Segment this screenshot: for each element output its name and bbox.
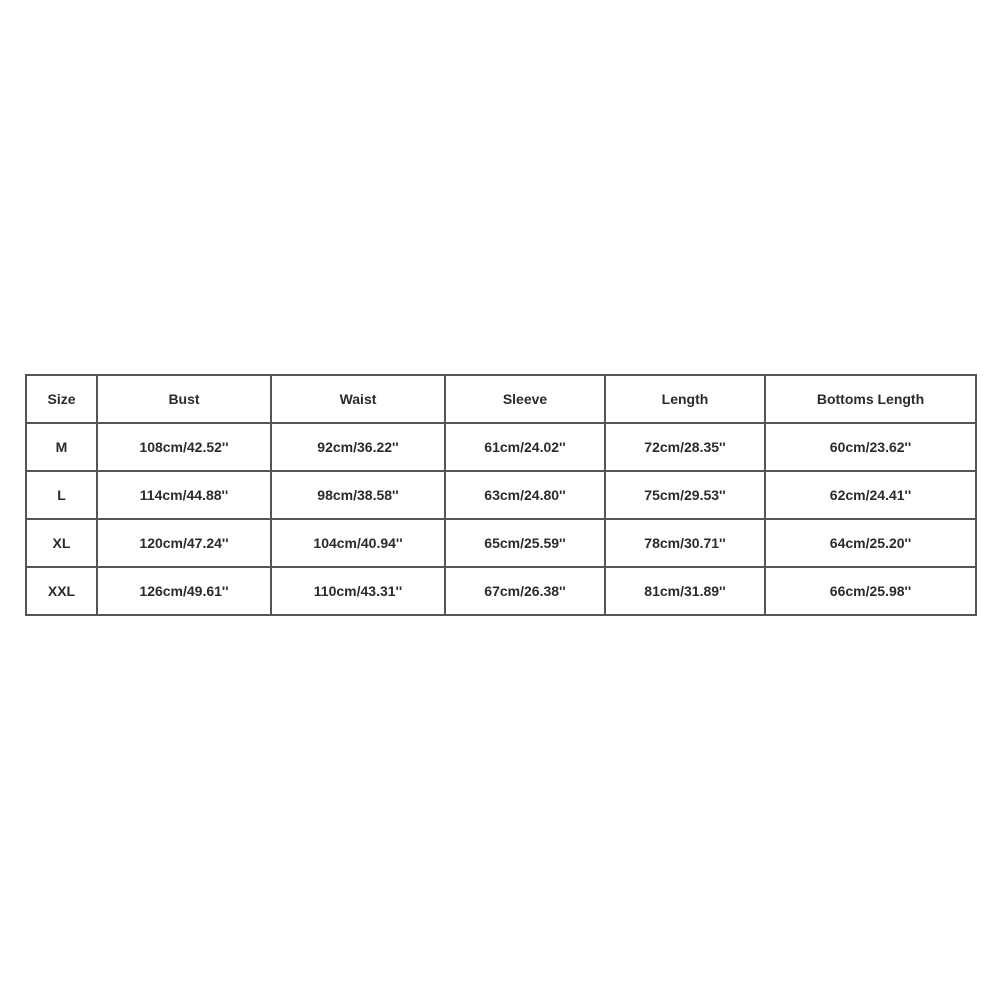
cell-sleeve: 61cm/24.02'' (445, 423, 605, 471)
cell-waist: 98cm/38.58'' (271, 471, 445, 519)
cell-bottoms-length: 62cm/24.41'' (765, 471, 976, 519)
table-row (26, 471, 976, 519)
cell-size: XXL (26, 567, 97, 615)
table-row (26, 519, 976, 567)
header-size: Size (26, 375, 97, 423)
size-chart-table (25, 374, 977, 616)
cell-sleeve: 67cm/26.38'' (445, 567, 605, 615)
header-bottoms-length: Bottoms Length (765, 375, 976, 423)
cell-bottoms-length: 60cm/23.62'' (765, 423, 976, 471)
table-row (26, 567, 976, 615)
cell-bust: 108cm/42.52'' (97, 423, 271, 471)
cell-bust: 120cm/47.24'' (97, 519, 271, 567)
cell-bottoms-length: 66cm/25.98'' (765, 567, 976, 615)
header-length: Length (605, 375, 765, 423)
cell-length: 81cm/31.89'' (605, 567, 765, 615)
cell-sleeve: 63cm/24.80'' (445, 471, 605, 519)
header-waist: Waist (271, 375, 445, 423)
cell-bust: 126cm/49.61'' (97, 567, 271, 615)
cell-bottoms-length: 64cm/25.20'' (765, 519, 976, 567)
cell-waist: 92cm/36.22'' (271, 423, 445, 471)
cell-size: XL (26, 519, 97, 567)
cell-waist: 104cm/40.94'' (271, 519, 445, 567)
table-row (26, 423, 976, 471)
cell-length: 78cm/30.71'' (605, 519, 765, 567)
header-sleeve: Sleeve (445, 375, 605, 423)
header-bust: Bust (97, 375, 271, 423)
cell-bust: 114cm/44.88'' (97, 471, 271, 519)
cell-waist: 110cm/43.31'' (271, 567, 445, 615)
cell-length: 75cm/29.53'' (605, 471, 765, 519)
cell-size: M (26, 423, 97, 471)
cell-size: L (26, 471, 97, 519)
cell-length: 72cm/28.35'' (605, 423, 765, 471)
cell-sleeve: 65cm/25.59'' (445, 519, 605, 567)
header-row (26, 375, 976, 423)
